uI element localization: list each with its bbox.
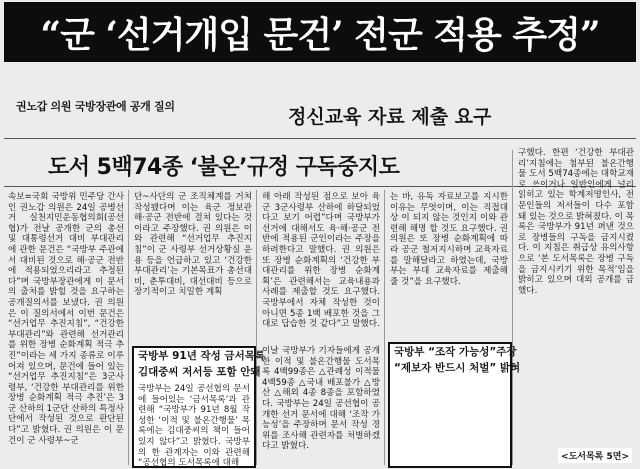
credit-label: <도서목록 5면> [558,448,632,463]
column-text: 해 아래 작성된 점으로 보아 육군 3군사령부 산하에 하달되었다고 보기 어렵”다며 국방부가 선거에 대해서도 육·해·공군 전반에 적용된 군인이라는 주장을 하려한다고 말했다. 권 의원은 또 장병 순화계획의 ‘건강한 부대관리를 위한 장병 순화계획’은 관련해서는 교육내용과 사례를 제출할 것도 요구했다. 국방부에서 자체 작성한 것이 아니면 5종 1백 배포한 것을 그대로 답습한 것 같다”고 말했다. [262,192,380,330]
box-body-2 [262,346,380,464]
column-text: 는 바, 유독 자료보고를 지시한 이유는 무엇이며, 이는 직접대상 이 되지 않는 것인지 이와 관련해 해명 할 것도 요구했다. 권 의원은 또 장병 순화계획에 따라 공군 철저지시하며 교육자료를 말해달라고 하였는데, 국방부는 부대 교육자료를 제출해 줄 것”을 요구했다. [390,192,508,287]
column-text: 단~사단의 군 조직체계를 거쳐 작성됐다며 이는 육군 정보관 해·공군 전반에 걸쳐 있다는 것이라고 주장했다. 권 의원은 이와 관련해 “선거업무 추진지침”이 군 사령부 선거상황실 운용 등을 언급하고 있고 ‘건강한 부대관리’는 기본목표가 총선대비, 춘투대비, 대선대비 등으로 장기적이고 치밀한 계획 [134,192,252,298]
box-heading: “제보자 반드시 처벌” 밝혀 [394,362,521,374]
headline [4,2,636,62]
column-divider [256,190,257,465]
article-column-7 [518,148,634,448]
column-text: 국방부는 24일 공선협의 문서에 들어있는 ‘금서목록’과 관련해 “국방부가 91년 8월 작성한 ‘이적 및 불온간행물’ 목록에는 김대중씨의 책이 들어 있지 않다”고 밝혔다. 국방부의 한 관계자는 이와 관련해 “공선협의 도서목록에 대해 [138,384,250,469]
column-text: 이날 국방부가 기자들에게 공개한 이적 및 불온간행물 도서목록 4백99종은 △관례성 이적물 4백59종 △국내 배포불가 △방산 △해외 4종 8종을 포함하였다. 국방부는 24일 공선협이 공개한 선거 문서에 대해 ‘조작 가능성’을 주장하며 문서 작성 경위를 조사해 관련자를 처벌하겠다고 밝혔다. [262,346,380,452]
column-text: 구했다. 한편 ‘건강한 부대관리’지침에는 첨부된 불온간행물 도서 5백74종에는 대학교재로 쓰이거나 일반인에게 널리 읽히고 있는 학계저명인사, 전문인들의 저서들이 다수 포함돼 있는 것으로 밝혀졌다. 이 목록은 국방부가 91년 펴낸 것으로 장병들의 구독을 금지시켰다. 이 지침은 취급상 유의사항으로 ‘본 도서목록은 장병 구독을 금지시키기 위한 목적’임을 밝히고 있으며 대외 공개를 금했다. [518,148,635,296]
box-heading: 국방부 “조작 가능성”주장 [394,346,517,358]
article-column-4 [262,192,380,342]
box-body-1 [138,384,250,469]
section-title: 도서 5백74종 ‘불온’규정 구독중지도 [48,155,400,180]
article-column-6 [390,192,508,342]
article-column-1 [8,192,124,464]
box-heading: 김대중씨 저서등 포함 안돼 [138,366,261,378]
subheadline-right: 정신교육 자료 제출 요구 [288,106,492,128]
subheadline-left: 권노갑 의원 국방장관에 공개 질의 [16,100,175,113]
column-text: 속보=국회 국방위 민주당 간사인 권노갑 의원은 24일 공병선거 실천지민운동협의회(공선협)가 전날 공개한 군의 총선 및 대통령선거 대비 부대관리에 관한 문건은 “국방부 주관에서 대비된 것으로 해·공군 전반에 적용되었으리라고 추정된다”며 국방부장관에게 이 문서의 출처를 밝힐 것을 요구하는 공개질의서를 보냈다. 권 의원은 이 질의서에서 이번 문건은 “선거업무 추진지침”, “건강한 부대관리”와 관련해 선거관리를 위한 장병 순화계획 적극 추진”이라는 세 가지 종류로 이루어져 있으며, 문건에 들어 있는 “선거업무 추진지침”은 3군사령부, ‘건강한 부대관리를 위한 장병 순화계획 적극 추진’은 3군 산하의 1군단 산하의 특정사단에서 작성된 것으로 판단된다”고 밝혔다. 권 의원은 이 문건이 군 사령부~군 [8,192,125,446]
column-divider [512,150,513,465]
column-divider [384,190,385,465]
headline-text: “군 ‘선거개입 문건’ 전군 적용 추정” [40,13,600,56]
divider [4,138,636,139]
box-heading: 국방부 91년 작성 금서목록 [138,350,266,362]
article-column-2 [134,192,252,342]
column-divider [128,190,129,465]
